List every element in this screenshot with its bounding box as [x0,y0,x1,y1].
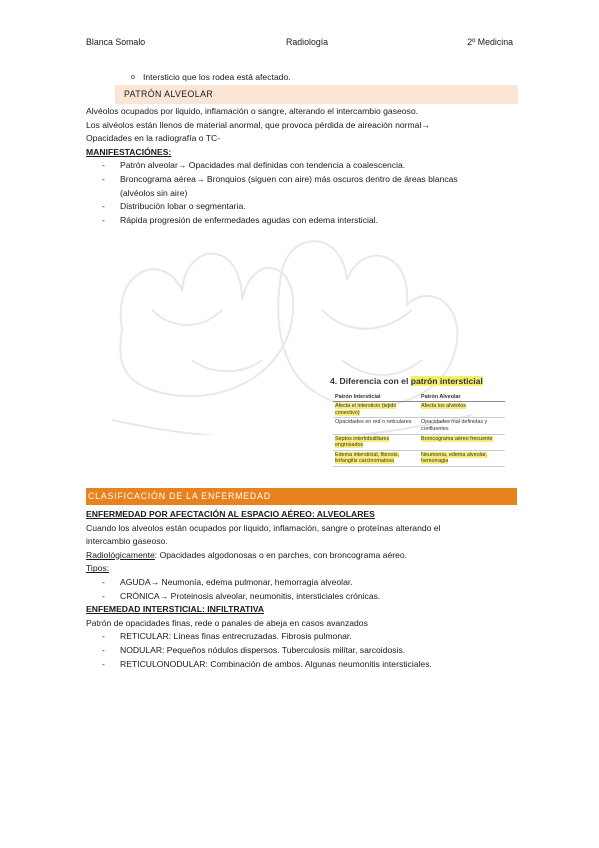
comparison-table [333,393,505,467]
section-heading-classification [86,488,517,505]
table-cell: Opacidades mal definidas y confluentes [419,418,505,434]
table-cell [333,450,419,466]
paragraph-line: Opacidades en la radiografía o TC- [86,133,221,144]
figure-title-highlight: patrón intersticial [410,376,483,386]
paragraph-line: Los alvéolos están llenos de material anormal, que provoca pérdida de aireación normal→ [86,119,430,130]
table-header-row [333,393,505,402]
table-cell-text: Neumonía, edema alveolar, hemorragia [421,451,487,465]
list-item: - Patrón alveolar→ Opacidades mal definidas con tendencia a coalescencia. [86,159,516,173]
table-row [333,450,505,466]
list-item: - AGUDA→ Neumonía, edema pulmonar, hemorragia alveolar. [86,576,516,590]
types-label: Tipos: [86,563,110,574]
list-item: - NODULAR: Pequeños nódulos dispersos. Tuberculosis militar, sarcoidosis. [86,644,516,658]
table-row [333,402,505,418]
list-item: - RETICULONODULAR: Combinación de ambos. Algunas neumonitis intersticiales. [86,658,516,672]
header-course: 2º Medicina [467,37,513,47]
table-cell-text: Afecta el intersticio (tejido conectivo) [335,403,397,416]
table-cell-text: Septos interlobulillares engrosados [335,435,390,449]
table-cell [419,434,505,450]
header-author: Blanca Somalo [86,37,146,47]
page-header [86,36,513,50]
list-item: - CRÓNICA→ Proteinosis alveolar, neumonitis, intersticiales crónicas. [86,590,516,604]
table-row [333,434,505,450]
figure-title-prefix: 4. Diferencia con el [330,376,411,386]
paragraph-line: Cuando los alveolos están ocupados por liquido, inflamación, sangre o proteínas alterando el [86,522,441,533]
manifestations-heading: MANIFESTACIÓNES: [86,146,172,157]
list-item-continuation: (alvéolos sin aire) [120,187,188,198]
list-item-text: Broncograma aérea→ Bronquios (siguen con aire) más oscuros dentro de áreas blancas [120,173,458,184]
table-cell-text: Afecta los alvéolos [421,403,466,410]
paragraph-line: intercambio gaseoso. [86,536,168,547]
table-header-cell: Patrón Intersticial [333,393,419,402]
header-subject: Radiología [286,37,329,47]
list-item [86,173,516,200]
table-cell [333,434,419,450]
table-header-cell: Patrón Alveolar [419,393,505,402]
table-cell [333,402,419,418]
radiologic-text: : Opacidades algodonosas o en parches, con broncograma aéreo. [154,549,408,560]
section-heading-alveolar [115,85,518,104]
sub-list-item-text: Intersticio que los rodea está afectado. [143,72,291,82]
classification-content [86,508,516,671]
circle-bullet-icon: o [131,74,135,81]
interstitial-disease-heading: ENFEMEDAD INTERSTICIAL: INFILTRATIVA [86,604,265,615]
radiologic-line [86,549,516,563]
table-cell-text: Edema intersticial, fibrosis, linfangitis carcinomatosa [335,451,400,465]
table-cell: Opacidades en red o reticulares [333,418,419,434]
paragraph-line: Alvéolos ocupados por liquido, inflamación o sangre, alterando el intercambio gaseoso. [86,106,419,116]
list-item: - Distribución lobar o segmentaria. [86,200,516,214]
types-list [86,576,516,603]
paragraph-line: Patrón de opacidades finas, rede o panales de abeja en casos avanzados [86,617,368,628]
table-row [333,418,505,434]
table-cell [419,402,505,418]
section-heading-classification-text: CLASIFICACIÓN DE LA ENFERMEDAD [88,491,271,501]
list-item: - RETICULAR: Líneas finas entrecruzadas. Fibrosis pulmonar. [86,630,516,644]
table-cell-text: Broncograma aéreo frecuente [421,435,493,442]
alveolar-description [86,105,516,227]
sub-list-item [131,71,291,85]
table-cell [419,450,505,466]
figure-title [330,375,512,389]
radiologic-label: Radiológicamente [86,549,155,560]
interstitial-list [86,630,516,671]
list-item: - Rápida progresión de enfermedades agudas con edema intersticial. [86,214,516,228]
alveolar-disease-heading: ENFERMEDAD POR AFECTACIÓN AL ESPACIO AÉREO: ALVEOLARES [86,509,375,519]
comparison-figure [330,375,512,485]
section-heading-alveolar-text: PATRÓN ALVEOLAR [124,89,214,99]
